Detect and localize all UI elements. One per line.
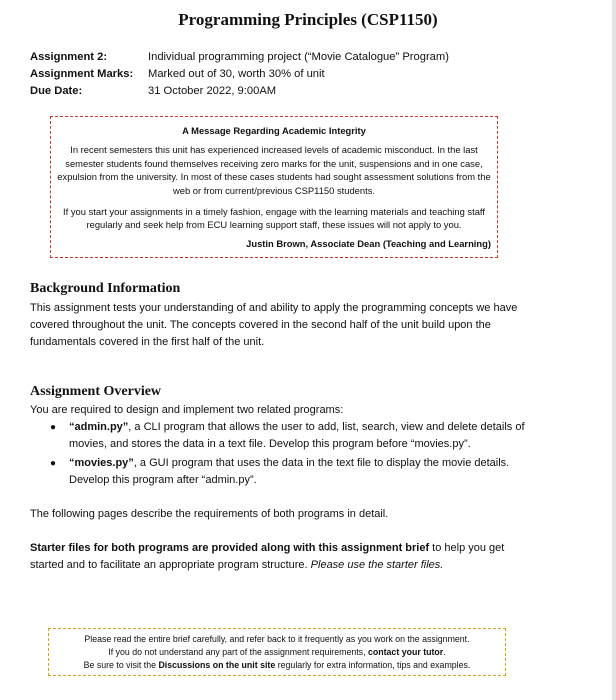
bullet-icon: ● xyxy=(50,458,57,469)
starter-files-text: to help you get started and to facilitate an appropriate program structure. xyxy=(30,542,505,571)
starter-files-italic: Please use the starter files. xyxy=(307,559,444,571)
details-value: Marked out of 30, worth 30% of unit xyxy=(148,68,325,80)
tip-line-1: Please read the entire brief carefully, and refer back to it frequently as you work on the assignment. xyxy=(84,634,470,644)
details-row-marks xyxy=(30,66,449,83)
program-name: “movies.py” xyxy=(69,457,134,469)
tip-text: Be sure to visit the xyxy=(83,660,159,670)
notice-signature: Justin Brown, Associate Dean (Teaching and Learning) xyxy=(246,237,491,249)
tip-emphasis: Discussions on the unit site xyxy=(158,660,276,670)
document-title: Programming Principles (CSP1150) xyxy=(178,10,438,29)
tip-line-2 xyxy=(49,646,505,659)
background-text: This assignment tests your understanding of and ability to apply the programming concepts we have covered throughout the unit. The concepts covered in the second half of the unit build upon the fundamentals covered in the first half of the unit. xyxy=(30,302,518,348)
program-list xyxy=(50,419,526,491)
starter-files-note xyxy=(30,540,526,574)
assignment-details xyxy=(30,49,449,100)
notice-paragraph-1: In recent semesters this unit has experienced increased levels of academic misconduct. In the last semester students found themselves receiving zero marks for the unit, suspensions and in one case, expulsion from the university. In most of these cases students had sought assessment solutions from the web or from current/previous CSP1150 students. xyxy=(57,144,491,196)
program-description: , a GUI program that uses the data in the text file to display the movie details. Develop this program after “admin.py”. xyxy=(69,457,510,486)
list-item xyxy=(50,419,526,453)
tip-text: . xyxy=(443,647,446,657)
details-label: Assignment Marks: xyxy=(30,68,134,80)
details-value: Individual programming project (“Movie Catalogue” Program) xyxy=(148,51,449,63)
details-label: Assignment 2: xyxy=(30,51,108,63)
starter-files-bold: Starter files for both programs are provided along with this assignment brief xyxy=(30,542,430,554)
program-name: “admin.py” xyxy=(69,421,129,433)
read-brief-tip xyxy=(48,628,506,676)
bullet-icon: ● xyxy=(50,422,57,433)
list-item-text xyxy=(69,455,526,489)
background-heading: Background Information xyxy=(30,281,181,296)
tip-line-3 xyxy=(49,659,505,672)
page-edge xyxy=(612,0,616,700)
list-item-text xyxy=(69,419,526,453)
details-row-assignment xyxy=(30,49,449,66)
tip-text: regularly for extra information, tips and examples. xyxy=(275,660,471,670)
details-label: Due Date: xyxy=(30,85,83,97)
requirements-note: The following pages describe the requirements of both programs in detail. xyxy=(30,508,389,520)
program-description: , a CLI program that allows the user to add, list, search, view and delete details of movies, and stores the data in a text file. Develop this program before “movies.py”. xyxy=(69,421,525,450)
overview-intro: You are required to design and implement two related programs: xyxy=(30,404,344,416)
tip-text: If you do not understand any part of the assignment requirements, xyxy=(108,647,368,657)
notice-heading: A Message Regarding Academic Integrity xyxy=(182,125,366,136)
notice-paragraph-2: If you start your assignments in a timely fashion, engage with the learning materials and teaching staff regularly and seek help from ECU learning support staff, these issues will not apply to you. xyxy=(63,206,485,231)
details-row-due-date xyxy=(30,83,449,100)
tip-emphasis: contact your tutor xyxy=(367,647,444,657)
overview-heading: Assignment Overview xyxy=(30,384,162,399)
academic-integrity-notice xyxy=(50,116,498,258)
details-value: 31 October 2022, 9:00AM xyxy=(148,85,277,97)
list-item xyxy=(50,455,526,489)
